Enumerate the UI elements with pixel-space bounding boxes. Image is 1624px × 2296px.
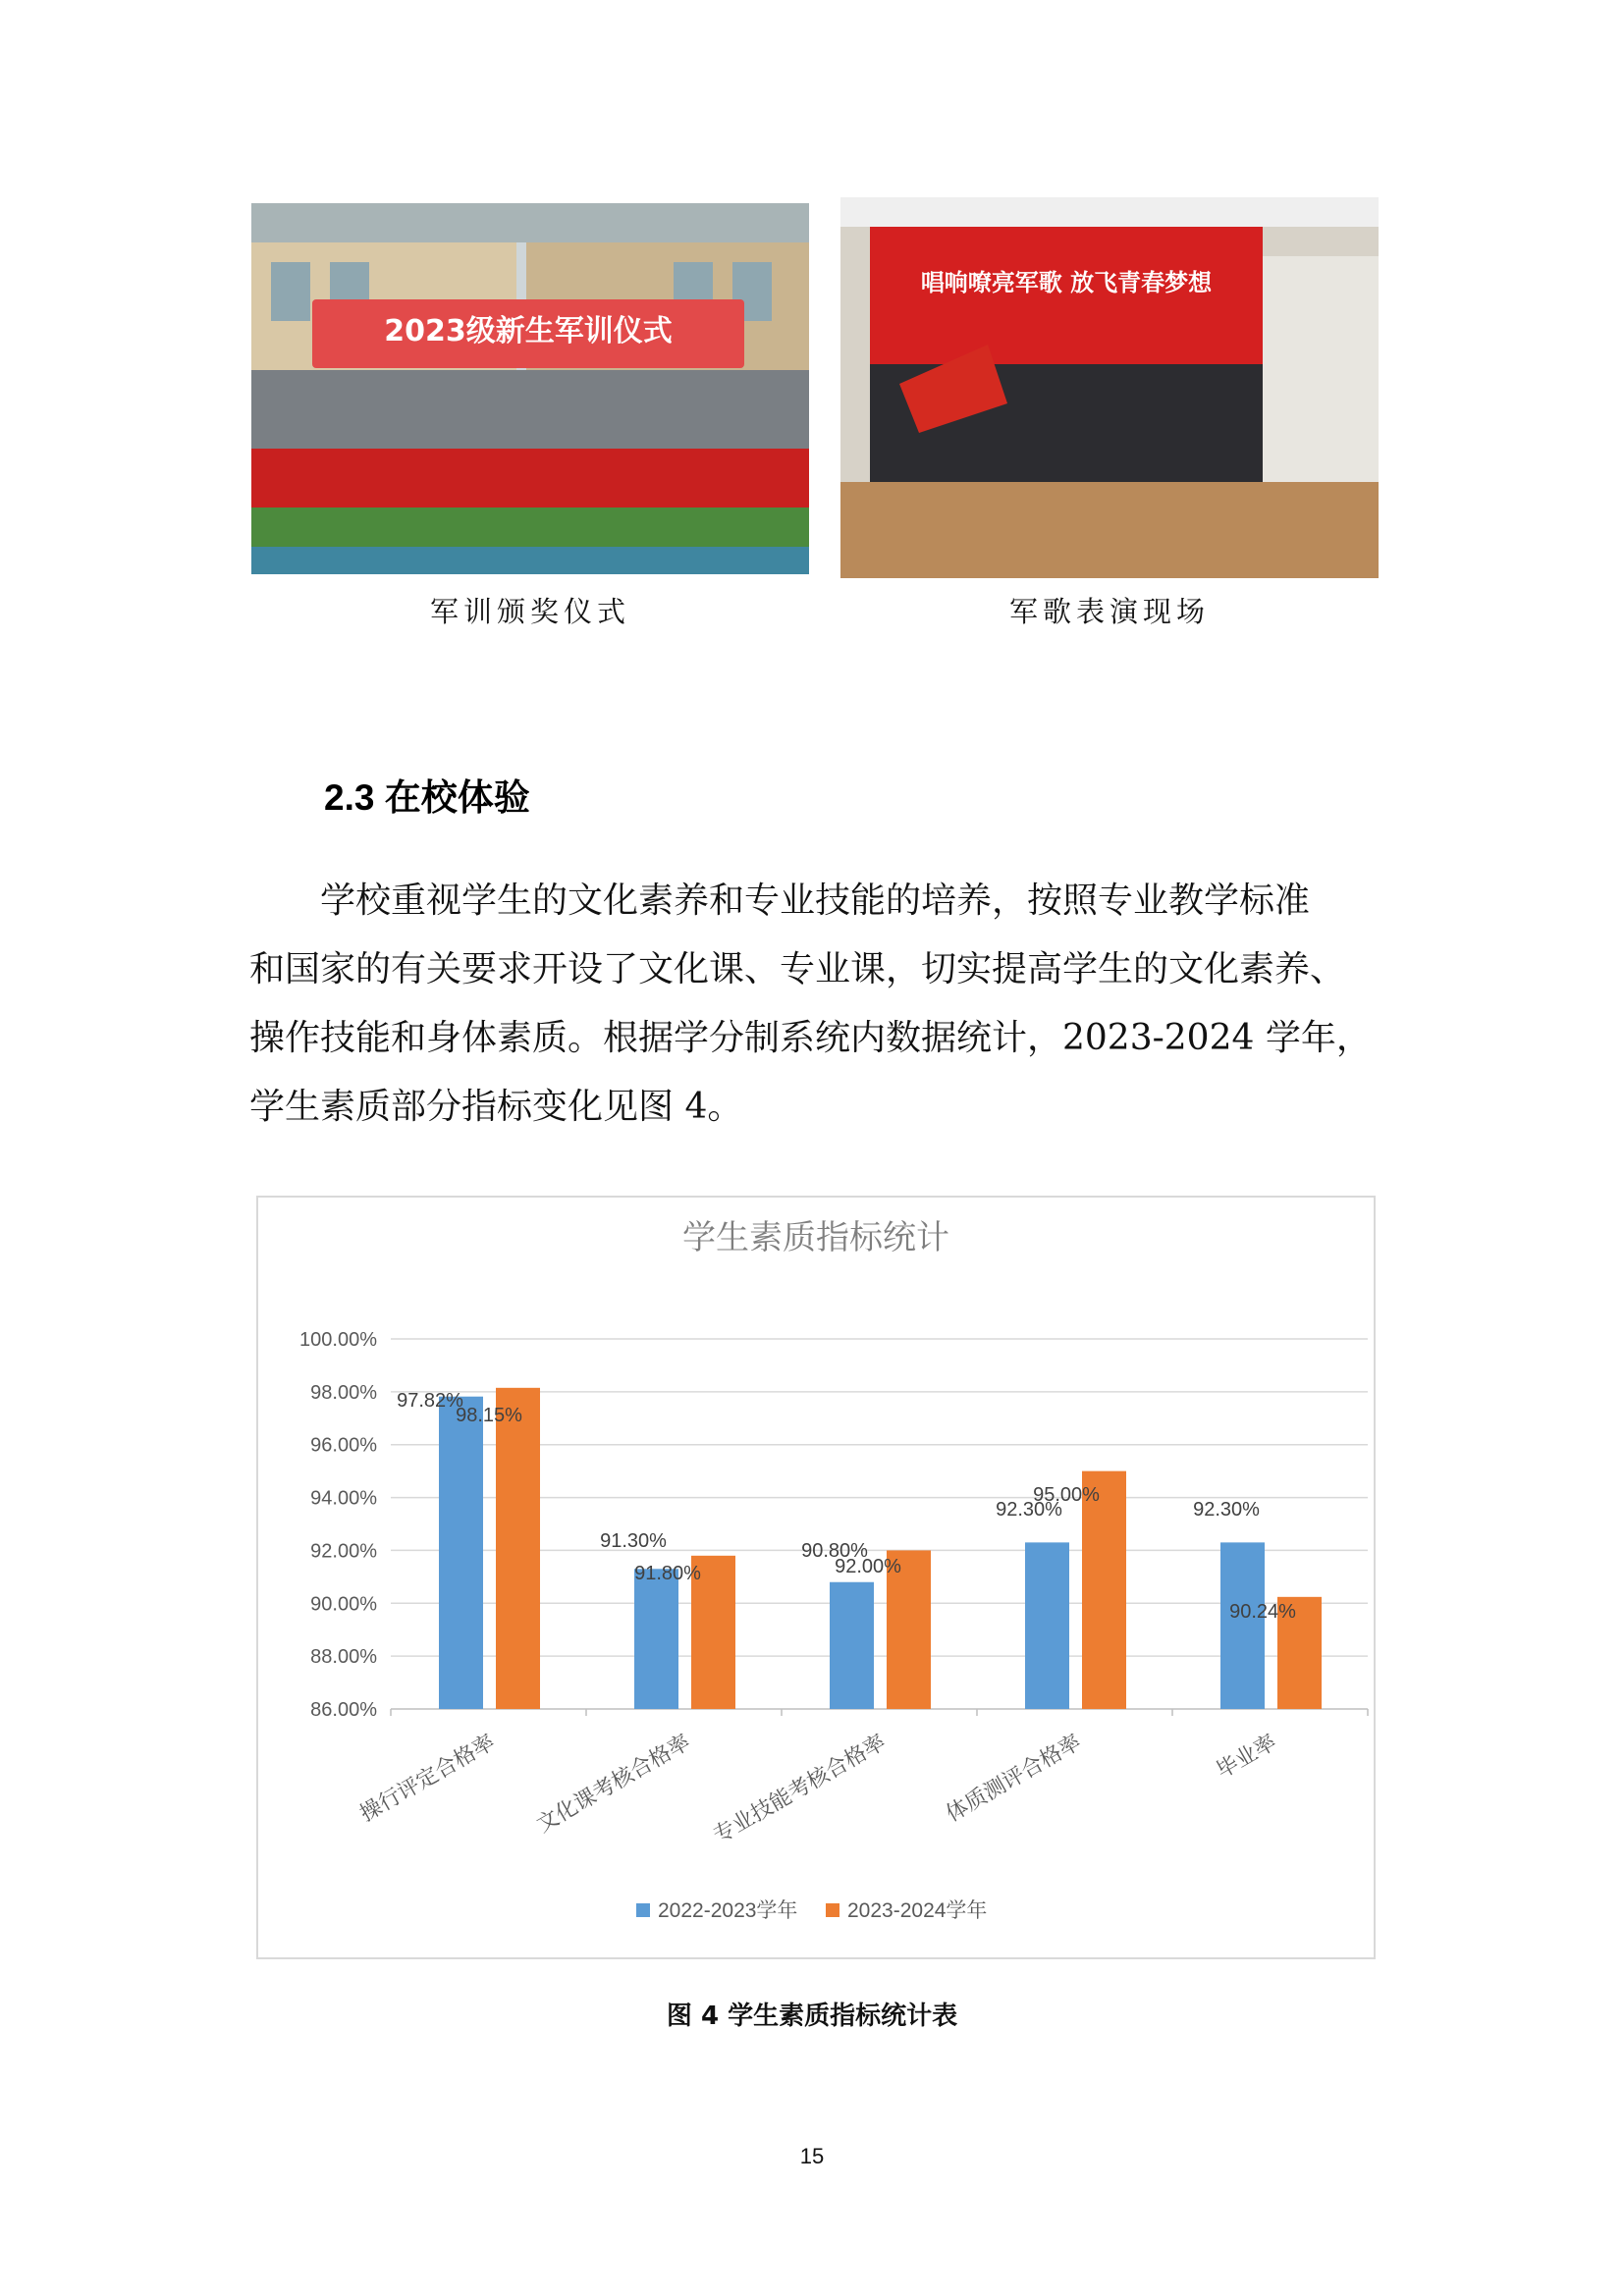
- bar-series1: [1025, 1542, 1069, 1709]
- legend-swatch: [636, 1903, 650, 1917]
- y-tick-label: 86.00%: [310, 1699, 377, 1721]
- x-category-label: 文化课考核合格率: [532, 1730, 695, 1839]
- x-category-label: 体质测评合格率: [942, 1730, 1086, 1828]
- y-tick-label: 94.00%: [310, 1487, 377, 1510]
- banner-text: 2023级新生军训仪式: [384, 314, 673, 348]
- bar-series2: [496, 1388, 540, 1709]
- chart-title: 学生素质指标统计: [682, 1218, 949, 1257]
- banner-text: 唱响嘹亮军歌 放飞青春梦想: [920, 269, 1213, 296]
- y-tick-label: 88.00%: [310, 1646, 377, 1669]
- x-category-label: 操行评定合格率: [355, 1730, 500, 1828]
- bar-chart: [258, 1198, 1374, 1957]
- paragraph-line: 学校重视学生的文化素养和专业技能的培养，按照专业教学标准: [249, 881, 1311, 921]
- data-label: 92.30%: [1193, 1499, 1260, 1521]
- figure-caption: 图 4 学生素质指标统计表: [666, 2002, 958, 2031]
- photo-caption: 军歌表演现场: [1008, 595, 1210, 628]
- y-tick-label: 92.00%: [310, 1540, 377, 1563]
- legend-label: 2022-2023学年: [658, 1899, 798, 1922]
- page-number: 15: [799, 2144, 825, 2168]
- bar-series2: [1082, 1471, 1126, 1709]
- student-quality-chart: [256, 1196, 1376, 1959]
- data-label: 92.00%: [835, 1556, 901, 1577]
- bar-series1: [830, 1582, 874, 1709]
- data-label: 91.80%: [634, 1563, 701, 1584]
- photo-caption: 军训颁奖仪式: [429, 595, 630, 628]
- military-training-award-photo: [251, 203, 809, 574]
- bar-series1: [439, 1397, 483, 1709]
- legend-label: 2023-2024学年: [847, 1899, 988, 1922]
- bar-series1: [1220, 1542, 1265, 1709]
- data-label: 97.82%: [397, 1390, 463, 1412]
- paragraph-line: 操作技能和身体素质。根据学分制系统内数据统计，2023-2024 学年，: [249, 1018, 1372, 1058]
- x-category-label: 毕业率: [1212, 1730, 1281, 1785]
- section-heading: 2.3 在校体验: [324, 777, 530, 818]
- data-label: 98.15%: [456, 1405, 522, 1426]
- y-tick-label: 96.00%: [310, 1434, 377, 1457]
- y-tick-label: 90.00%: [310, 1593, 377, 1616]
- bar-series1: [634, 1569, 678, 1709]
- military-song-performance-photo: [840, 197, 1379, 578]
- y-tick-label: 100.00%: [299, 1329, 377, 1351]
- body-paragraph: [249, 867, 1388, 1142]
- data-label: 90.80%: [801, 1540, 868, 1562]
- data-label: 91.30%: [600, 1530, 667, 1552]
- data-label: 95.00%: [1033, 1484, 1100, 1506]
- y-tick-label: 98.00%: [310, 1381, 377, 1404]
- paragraph-line: 学生素质部分指标变化见图 4。: [249, 1087, 743, 1127]
- data-label: 90.24%: [1229, 1601, 1296, 1623]
- paragraph-line: 和国家的有关要求开设了文化课、专业课，切实提高学生的文化素养、: [249, 949, 1346, 989]
- data-label: 92.30%: [996, 1499, 1062, 1521]
- x-category-label: 专业技能考核合格率: [709, 1730, 891, 1849]
- legend-swatch: [826, 1903, 839, 1917]
